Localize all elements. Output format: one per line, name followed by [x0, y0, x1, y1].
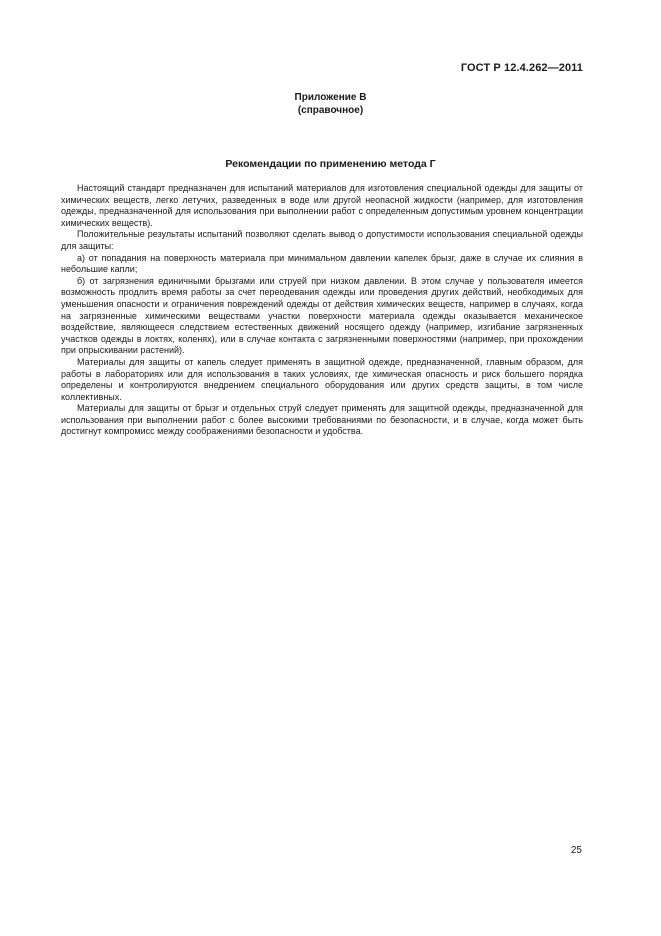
section-title: Рекомендации по применению метода Г — [225, 158, 436, 170]
paragraph-item-b: б) от загрязнения единичными брызгами или струей при низком давлении. В этом случае у пользователя имеется возможность продлить время работы за счет переодевания одежды или проведения других действий, необходимых для уменьшения опасности и ограничения повреждений одежды от действия химических веществ, например в случаях, когда на загрязненные химическими веществами участки поверхности материала одежды оказывается механическое воздействие, являющееся следствием естественных движений носящего одежду (например, изгибание загрязненных участков одежды в локтях, коленях), или в случае контакта с загрязненными поверхностями (например, при прохождении при опрыскивании растений). — [61, 275, 583, 356]
paragraph-intro: Настоящий стандарт предназначен для испытаний материалов для изготовления специальной одежды для защиты от химических веществ, легко летучих, разведенных в воде или другой неопасной жидкости (например, для изготовления одежды, предназначенной для использования при выполнении работ с определенным допустимым уровнем концентрации химических веществ). — [61, 183, 583, 228]
paragraph-droplet-materials: Материалы для защиты от капель следует применять в защитной одежде, предназначенной, главным образом, для работы в лабораториях или для использования в таких условиях, где химическая опасность и риск большего порядка определены и контролируются внедрением специального оборудования или других средств защиты, в том числе коллективных. — [61, 356, 583, 402]
paragraph-results: Положительные результаты испытаний позволяют сделать вывод о допустимости использования специальной одежды для защиты: — [61, 229, 583, 251]
paragraph-splash-materials: Материалы для защиты от брызг и отдельных струй следует применять для защитной одежды, предназначенной для использования при выполнении работ с более высокими требованиями по безопасности, и в случае, когда может быть достигнут компромисс между соображениями безопасности и удобства. — [61, 403, 583, 437]
paragraph-item-a: а) от попадания на поверхность материала при минимальном давлении капелек брызг, даже в случае их слияния в небольшие капли; — [61, 252, 583, 275]
page-number: 25 — [570, 845, 582, 856]
document-code: ГОСТ Р 12.4.262—2011 — [460, 62, 583, 74]
appendix-title: Приложение В — [294, 92, 367, 103]
body-text — [61, 183, 583, 438]
appendix-heading — [0, 91, 661, 117]
appendix-subtitle: (справочное) — [297, 105, 364, 116]
